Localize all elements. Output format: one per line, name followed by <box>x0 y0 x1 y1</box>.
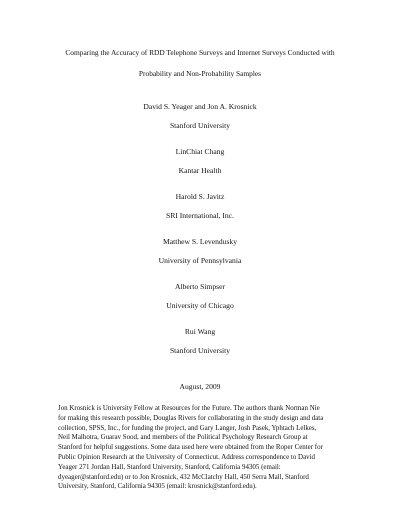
author-name-1: David S. Yeager and Jon A. Krosnick <box>143 102 257 111</box>
author-affiliation-1: Stanford University <box>169 121 231 130</box>
footnote-line: Yeager 271 Jordan Hall, Stanford University, Stanford, California 94305 (email: <box>58 462 281 471</box>
author-affiliation-2: Kantar Health <box>178 166 222 175</box>
author-name-5: Alberto Simpser <box>175 282 225 291</box>
author-affiliation-3: SRI International, Inc. <box>166 211 234 220</box>
author-affiliation-6: Stanford University <box>169 346 231 355</box>
footnote-line: Jon Krosnick is University Fellow at Resources for the Future. The authors thank Norman Nie <box>58 404 320 412</box>
paper-title-line-1: Comparing the Accuracy of RDD Telephone Surveys and Internet Surveys Conducted with <box>65 48 335 57</box>
footnote-line: Neil Malhotra, Guarav Sood, and members of the Political Psychology Research Group at <box>58 433 308 442</box>
author-affiliation-5: University of Chicago <box>166 301 234 310</box>
footnote-line: collection, SPSS, Inc., for funding the project, and Gary Langer, Josh Pasek, Yphtach Lelkes, <box>58 423 317 432</box>
author-name-4: Matthew S. Levendusky <box>162 237 238 246</box>
author-name-6: Rui Wang <box>184 327 216 336</box>
author-footnote <box>58 404 358 492</box>
author-affiliation-4: University of Pennsylvania <box>158 256 242 265</box>
footnote-line: Public Opinion Research at the University of Connecticut. Address correspondence to David <box>58 452 316 461</box>
footnote-line: Stanford for helpful suggestions. Some data used here were obtained from the Roper Center for <box>58 443 323 452</box>
author-name-3: Harold S. Javitz <box>175 192 225 201</box>
footnote-line: dyeager@stanford.edu) or to Jon Krosnick, 432 McClatchy Hall, 450 Serra Mall, Stanford <box>58 472 309 481</box>
publication-date: August, 2009 <box>179 382 221 391</box>
author-name-2: LinChiat Chang <box>175 147 225 156</box>
paper-title-line-2: Probability and Non-Probability Samples <box>138 69 262 78</box>
footnote-line: for making this research possible, Douglas Rivers for collaborating in the study design and data <box>58 413 324 422</box>
footnote-line: University, Stanford, California 94305 (email: krosnick@stanford.edu). <box>58 482 257 491</box>
